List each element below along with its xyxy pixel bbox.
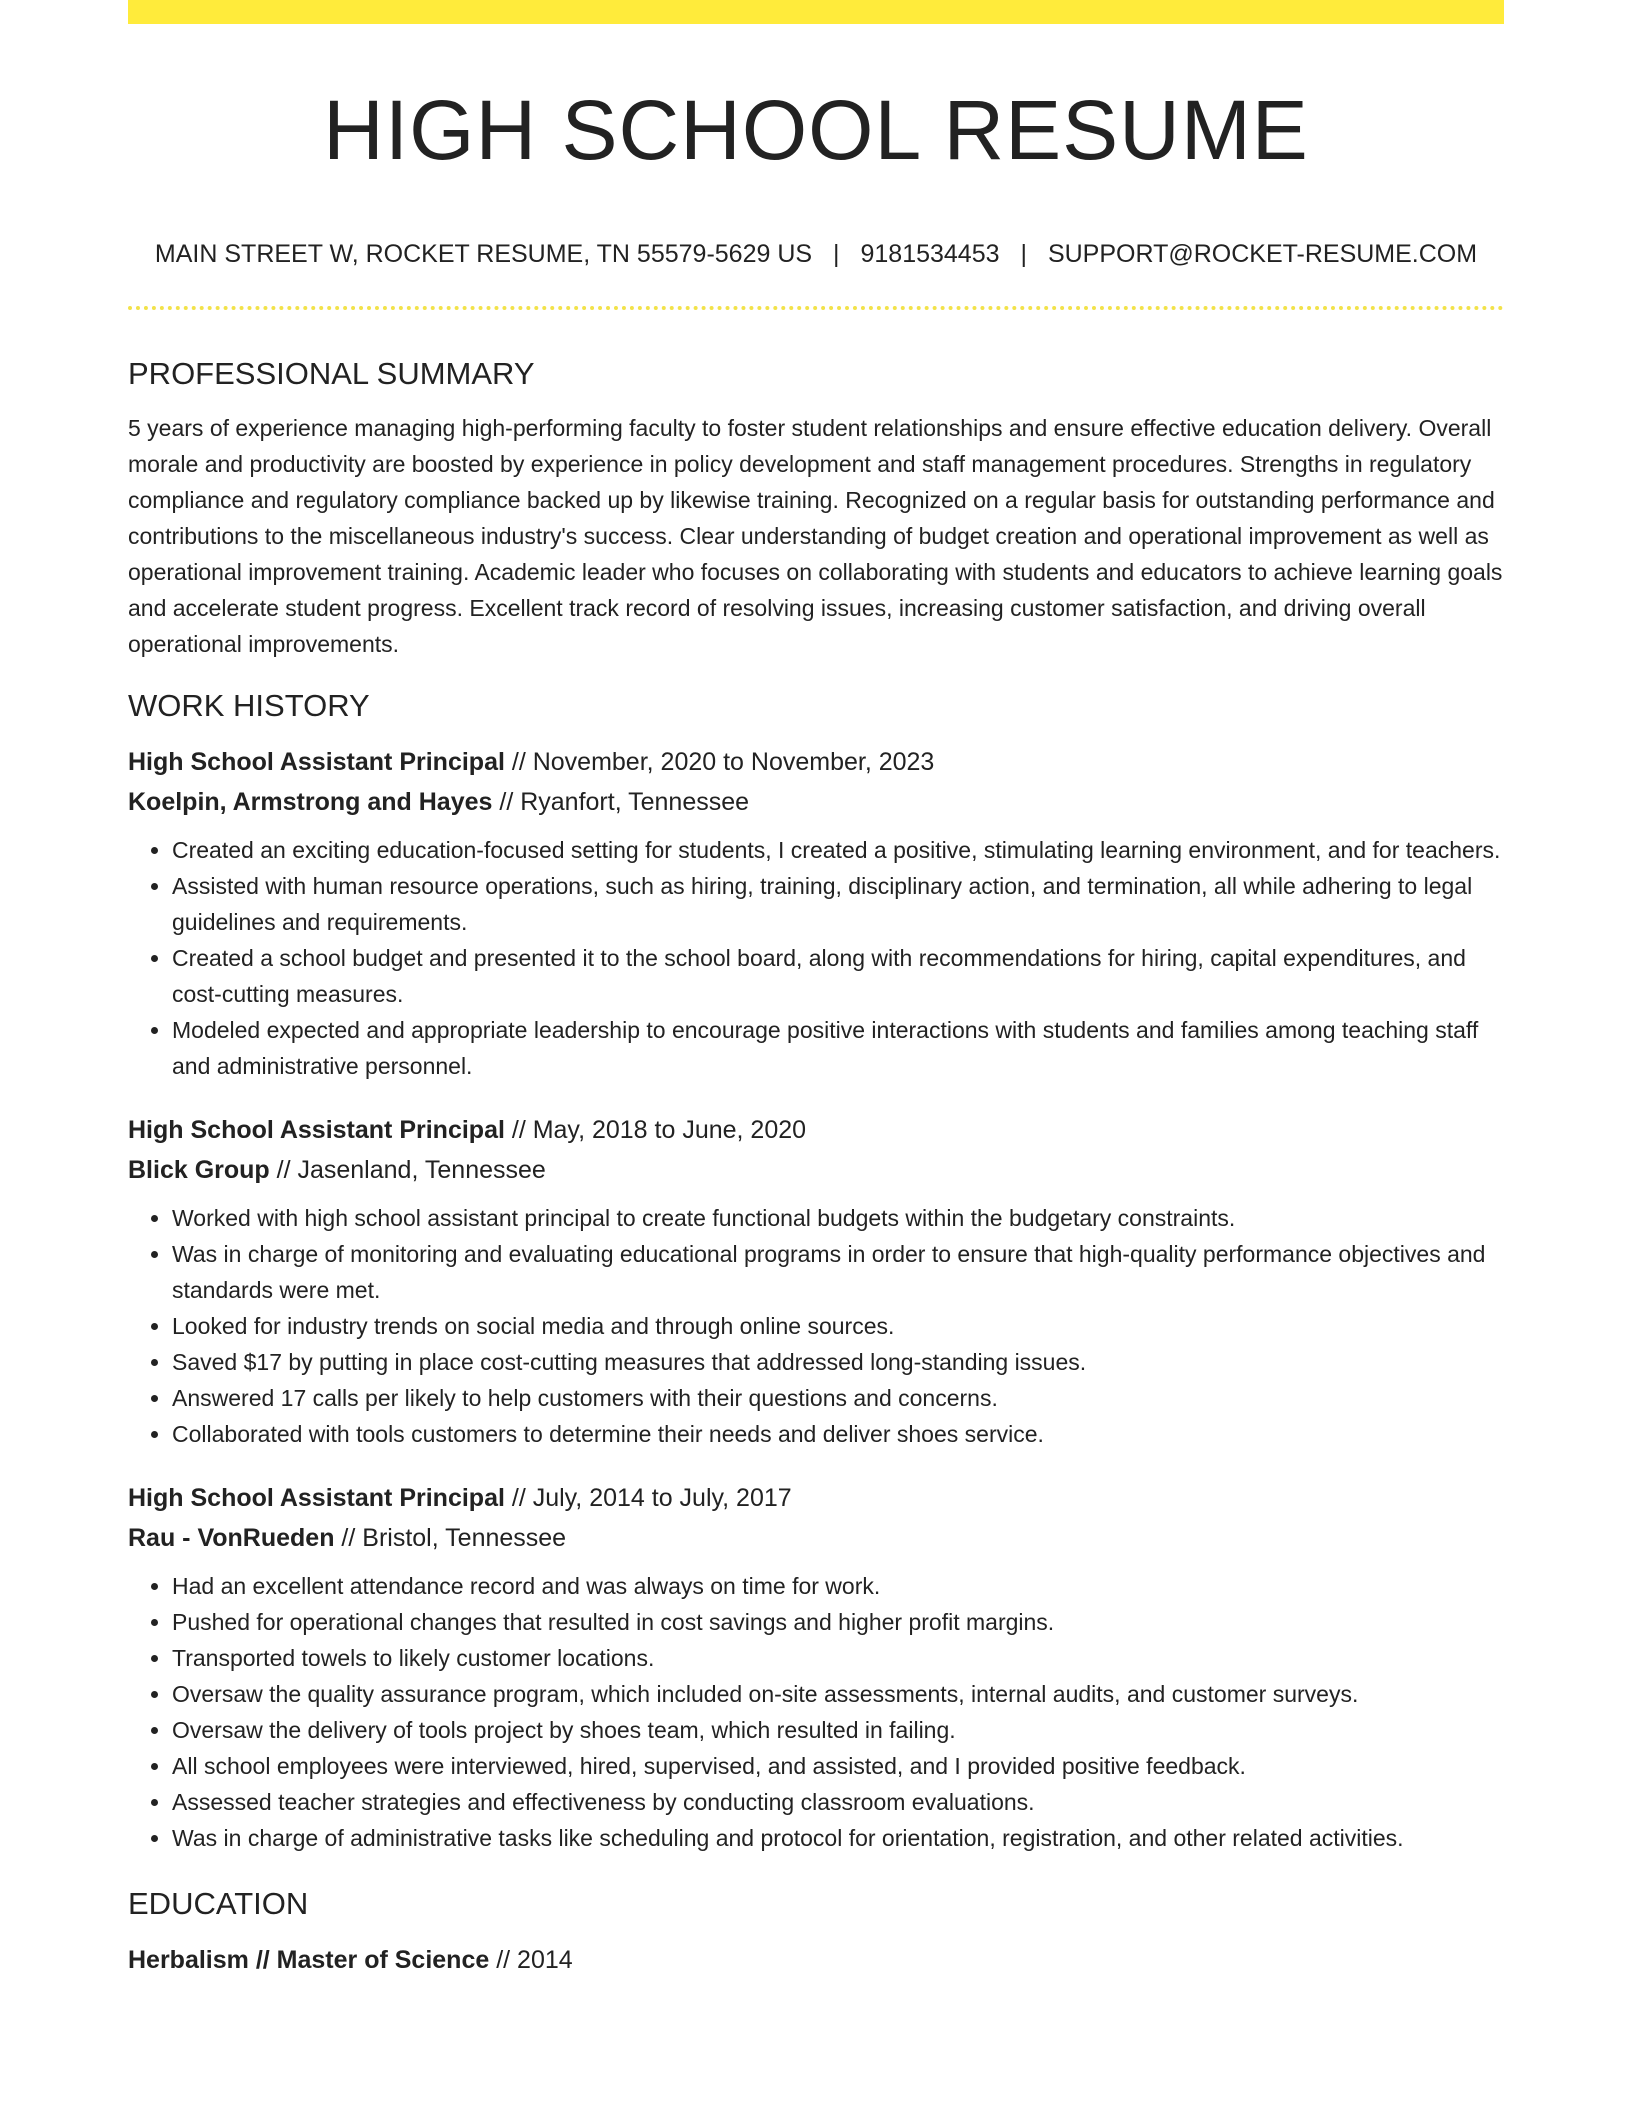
resume-title: HIGH SCHOOL RESUME xyxy=(323,83,1309,177)
education-section xyxy=(128,1882,1504,1980)
bullet-item: • Looked for industry trends on social media and through online sources. xyxy=(172,1308,1504,1344)
bullet-item: • Created a school budget and presented it to the school board, along with recommendations for hiring, capital expenditures, and cost-cutting measures. xyxy=(172,940,1504,1012)
job-company-line xyxy=(128,1150,1504,1190)
email-text: SUPPORT@ROCKET-RESUME.COM xyxy=(1047,240,1478,268)
address-text: MAIN STREET W, ROCKET RESUME, TN 55579-5629 US xyxy=(154,240,813,268)
job-dates: // November, 2020 to November, 2023 xyxy=(504,748,935,776)
job-company-line xyxy=(128,782,1504,822)
education-heading: EDUCATION xyxy=(128,1886,309,1921)
job-entry xyxy=(128,1478,1504,1856)
job-company: Rau - VonRueden xyxy=(128,1524,335,1552)
job-title-line xyxy=(128,1110,1504,1150)
resume-body xyxy=(128,352,1504,1980)
job-title: High School Assistant Principal xyxy=(128,1484,505,1512)
bullet-item: • Assisted with human resource operations, such as hiring, training, disciplinary action, and termination, all while adhering to legal guidelines and requirements. xyxy=(172,868,1504,940)
education-year: // 2014 xyxy=(489,1946,573,1974)
contact-separator: | xyxy=(833,240,840,268)
summary-section xyxy=(128,352,1504,662)
bullet-item: • Created an exciting education-focused setting for students, I created a positive, stimulating learning environment, and for teachers. xyxy=(172,832,1504,868)
bullet-item: • Oversaw the quality assurance program, which included on-site assessments, internal audits, and customer surveys. xyxy=(172,1676,1504,1712)
job-location: // Bristol, Tennessee xyxy=(334,1524,567,1552)
job-title: High School Assistant Principal xyxy=(128,748,505,776)
summary-text: 5 years of experience managing high-performing faculty to foster student relationships and ensure effective education delivery. Overall morale and productivity are boosted by experience in policy development and staff management procedures. Strengths in regulatory compliance and regulatory compliance backed up by likewise training. Recognized on a regular basis for outstanding performance and contributions to the miscellaneous industry's success. Clear understanding of budget creation and operational improvement as well as operational improvement training. Academic leader who focuses on collaborating with students and educators to achieve learning goals and accelerate student progress. Excellent track record of resolving issues, increasing customer satisfaction, and driving overall operational improvements. xyxy=(128,415,1503,657)
job-location: // Jasenland, Tennessee xyxy=(269,1156,546,1184)
bullet-item: • Assessed teacher strategies and effectiveness by conducting classroom evaluations. xyxy=(172,1784,1504,1820)
job-dates: // May, 2018 to June, 2020 xyxy=(504,1116,807,1144)
job-bullets xyxy=(128,832,1504,1084)
job-company-line xyxy=(128,1518,1504,1558)
dotted-divider xyxy=(128,306,1504,310)
job-title: High School Assistant Principal xyxy=(128,1116,505,1144)
summary-heading: PROFESSIONAL SUMMARY xyxy=(128,356,535,391)
contact-line xyxy=(128,236,1504,272)
bullet-item: • Transported towels to likely customer locations. xyxy=(172,1640,1504,1676)
education-degree: Herbalism // Master of Science xyxy=(128,1946,490,1974)
job-bullets xyxy=(128,1200,1504,1452)
phone-text: 9181534453 xyxy=(860,240,1000,268)
education-entry xyxy=(128,1940,1504,1980)
bullet-item: • Was in charge of administrative tasks like scheduling and protocol for orientation, registration, and other related activities. xyxy=(172,1820,1504,1856)
bullet-item: • Had an excellent attendance record and was always on time for work. xyxy=(172,1568,1504,1604)
bullet-item: • Was in charge of monitoring and evaluating educational programs in order to ensure that high-quality performance objectives and standards were met. xyxy=(172,1236,1504,1308)
bullet-item: • All school employees were interviewed, hired, supervised, and assisted, and I provided positive feedback. xyxy=(172,1748,1504,1784)
accent-bar xyxy=(128,0,1504,24)
bullet-item: • Saved $17 by putting in place cost-cutting measures that addressed long-standing issues. xyxy=(172,1344,1504,1380)
bullet-item: • Worked with high school assistant principal to create functional budgets within the budgetary constraints. xyxy=(172,1200,1504,1236)
bullet-item: • Pushed for operational changes that resulted in cost savings and higher profit margins. xyxy=(172,1604,1504,1640)
job-bullets xyxy=(128,1568,1504,1856)
job-title-line xyxy=(128,742,1504,782)
bullet-item: • Answered 17 calls per likely to help customers with their questions and concerns. xyxy=(172,1380,1504,1416)
job-dates: // July, 2014 to July, 2017 xyxy=(504,1484,792,1512)
bullet-item: • Modeled expected and appropriate leadership to encourage positive interactions with students and families among teaching staff and administrative personnel. xyxy=(172,1012,1504,1084)
job-entry xyxy=(128,1110,1504,1452)
job-title-line xyxy=(128,1478,1504,1518)
contact-separator: | xyxy=(1020,240,1027,268)
bullet-item: • Collaborated with tools customers to determine their needs and deliver shoes service. xyxy=(172,1416,1504,1452)
job-entry xyxy=(128,742,1504,1084)
job-company: Koelpin, Armstrong and Hayes xyxy=(128,788,493,816)
job-company: Blick Group xyxy=(128,1156,270,1184)
work-history-heading: WORK HISTORY xyxy=(128,688,370,723)
job-location: // Ryanfort, Tennessee xyxy=(492,788,750,816)
bullet-item: • Oversaw the delivery of tools project by shoes team, which resulted in failing. xyxy=(172,1712,1504,1748)
work-history-section xyxy=(128,684,1504,1856)
